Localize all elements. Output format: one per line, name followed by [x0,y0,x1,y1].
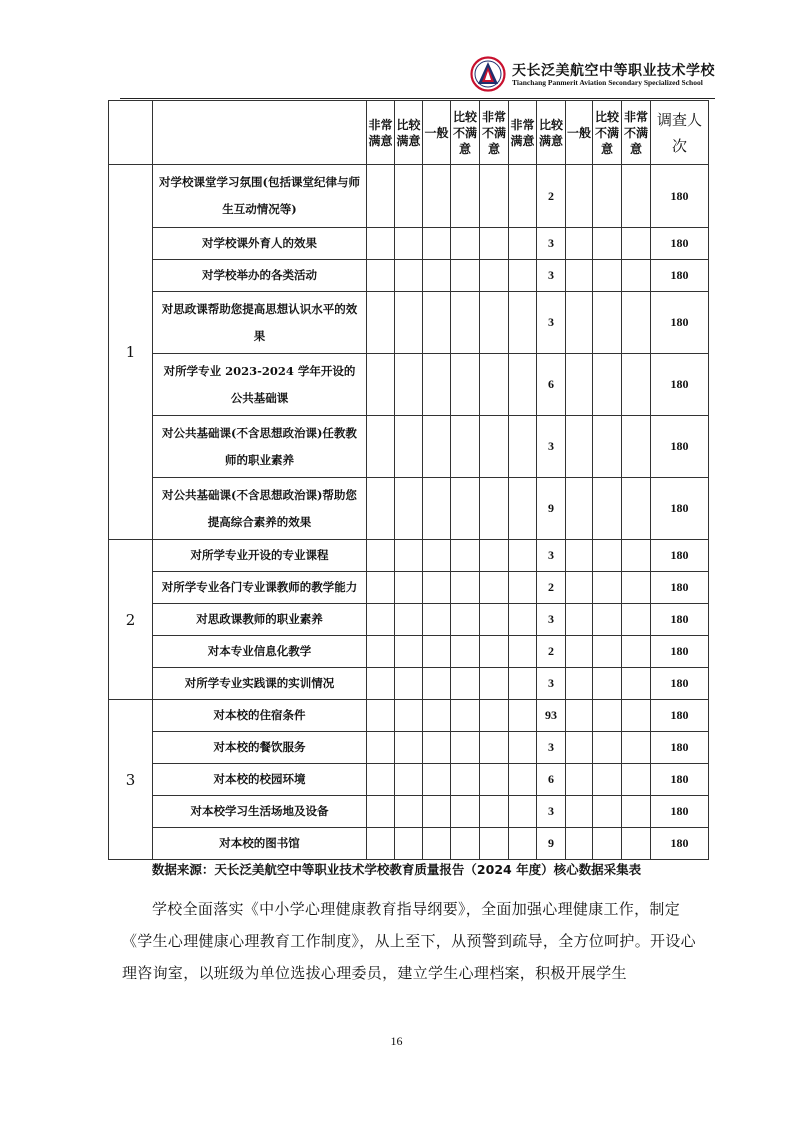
category-number: 2 [109,540,153,700]
header-cell: 比较满意 [395,101,423,165]
rating-value: 6 [537,354,566,416]
survey-count: 180 [651,354,709,416]
rating-cell-empty [451,700,480,732]
page-header [120,54,715,99]
survey-count: 180 [651,478,709,540]
rating-cell-empty [395,732,423,764]
rating-cell-empty [509,354,537,416]
rating-cell-empty [367,292,395,354]
survey-count: 180 [651,416,709,478]
item-label: 对本校的图书馆 [153,828,367,860]
item-label: 对思政课帮助您提高思想认识水平的效果 [153,292,367,354]
rating-cell-empty [395,260,423,292]
rating-value: 3 [537,732,566,764]
item-label: 对公共基础课(不含思想政治课)任教教师的职业素养 [153,416,367,478]
header-blank-category [109,101,153,165]
rating-cell-empty [566,572,593,604]
table-row [109,540,709,572]
rating-cell-empty [480,828,509,860]
rating-cell-empty [480,636,509,668]
rating-cell-empty [622,260,651,292]
rating-value: 2 [537,165,566,228]
rating-cell-empty [509,636,537,668]
rating-cell-empty [480,354,509,416]
survey-count: 180 [651,165,709,228]
table-row [109,732,709,764]
rating-cell-empty [367,700,395,732]
rating-cell-empty [480,260,509,292]
rating-cell-empty [395,636,423,668]
rating-cell-empty [593,260,622,292]
rating-cell-empty [395,165,423,228]
table-row [109,828,709,860]
rating-cell-empty [622,228,651,260]
rating-cell-empty [509,165,537,228]
survey-count: 180 [651,732,709,764]
rating-cell-empty [423,796,451,828]
rating-value: 3 [537,540,566,572]
rating-cell-empty [509,700,537,732]
survey-count: 180 [651,668,709,700]
rating-value: 9 [537,828,566,860]
rating-cell-empty [423,828,451,860]
item-label: 对本校的校园环境 [153,764,367,796]
rating-cell-empty [395,764,423,796]
rating-cell-empty [451,354,480,416]
rating-cell-empty [566,636,593,668]
rating-cell-empty [451,228,480,260]
rating-cell-empty [566,540,593,572]
rating-cell-empty [480,292,509,354]
rating-cell-empty [566,796,593,828]
rating-cell-empty [395,478,423,540]
rating-cell-empty [509,416,537,478]
rating-cell-empty [423,165,451,228]
school-logo-icon [470,56,506,92]
rating-cell-empty [367,228,395,260]
rating-cell-empty [367,540,395,572]
rating-cell-empty [622,165,651,228]
rating-cell-empty [451,828,480,860]
rating-cell-empty [509,732,537,764]
rating-cell-empty [423,604,451,636]
rating-cell-empty [451,796,480,828]
item-label: 对学校课外育人的效果 [153,228,367,260]
rating-value: 9 [537,478,566,540]
table-caption: 数据来源：天长泛美航空中等职业技术学校教育质量报告（2024 年度）核心数据采集表 [151,862,642,877]
rating-cell-empty [395,540,423,572]
table-row [109,764,709,796]
table-row [109,165,709,228]
rating-cell-empty [480,604,509,636]
rating-cell-empty [566,732,593,764]
rating-cell-empty [566,354,593,416]
rating-cell-empty [395,604,423,636]
rating-value: 2 [537,636,566,668]
rating-cell-empty [593,700,622,732]
rating-cell-empty [367,260,395,292]
header-cell: 非常不满意 [622,101,651,165]
satisfaction-table [108,100,709,860]
rating-cell-empty [395,572,423,604]
rating-cell-empty [509,796,537,828]
header-cell: 一般 [566,101,593,165]
rating-cell-empty [423,764,451,796]
rating-cell-empty [593,604,622,636]
rating-cell-empty [367,572,395,604]
rating-cell-empty [509,260,537,292]
survey-count: 180 [651,292,709,354]
rating-cell-empty [566,165,593,228]
rating-cell-empty [509,572,537,604]
rating-cell-empty [451,604,480,636]
category-number: 1 [109,165,153,540]
rating-cell-empty [423,292,451,354]
rating-cell-empty [593,572,622,604]
table-row [109,416,709,478]
rating-cell-empty [593,292,622,354]
rating-cell-empty [622,828,651,860]
rating-cell-empty [423,416,451,478]
header-cell: 比较满意 [537,101,566,165]
rating-cell-empty [566,260,593,292]
rating-cell-empty [423,732,451,764]
survey-count: 180 [651,572,709,604]
rating-cell-empty [622,354,651,416]
rating-cell-empty [622,604,651,636]
survey-count: 180 [651,700,709,732]
rating-cell-empty [367,354,395,416]
rating-cell-empty [451,540,480,572]
rating-cell-empty [509,764,537,796]
body-paragraph [122,893,696,989]
item-label: 对学校举办的各类活动 [153,260,367,292]
paragraph-text: 学校全面落实《中小学心理健康教育指导纲要》，全面加强心理健康工作，制定《学生心理健康心理教育工作制度》，从上至下，从预警到疏导，全方位呵护。开设心理咨询室，以班级为单位选拔心理委员，建立学生心理档案，积极开展学生 [122,900,696,982]
rating-cell-empty [566,700,593,732]
rating-cell-empty [367,732,395,764]
rating-cell-empty [395,796,423,828]
rating-cell-empty [423,540,451,572]
rating-cell-empty [451,636,480,668]
rating-cell-empty [451,668,480,700]
survey-count: 180 [651,228,709,260]
category-number: 3 [109,700,153,860]
rating-cell-empty [622,764,651,796]
rating-cell-empty [423,478,451,540]
table-row [109,228,709,260]
item-label: 对本专业信息化教学 [153,636,367,668]
rating-cell-empty [566,292,593,354]
rating-cell-empty [593,636,622,668]
item-label: 对学校课堂学习氛围(包括课堂纪律与师生互动情况等) [153,165,367,228]
table-row [109,572,709,604]
rating-cell-empty [480,540,509,572]
rating-cell-empty [566,478,593,540]
school-name-en: Tianchang Panmerit Aviation Secondary Specialized School [512,78,703,87]
rating-value: 3 [537,604,566,636]
rating-cell-empty [480,796,509,828]
rating-cell-empty [480,764,509,796]
rating-cell-empty [509,668,537,700]
rating-cell-empty [451,764,480,796]
survey-count: 180 [651,636,709,668]
rating-cell-empty [566,764,593,796]
table-row [109,260,709,292]
rating-value: 93 [537,700,566,732]
header-cell: 非常不满意 [480,101,509,165]
rating-cell-empty [566,668,593,700]
table-row [109,796,709,828]
rating-cell-empty [622,572,651,604]
rating-cell-empty [451,572,480,604]
header-cell: 一般 [423,101,451,165]
rating-cell-empty [566,604,593,636]
rating-cell-empty [451,292,480,354]
rating-cell-empty [480,228,509,260]
rating-cell-empty [480,572,509,604]
rating-cell-empty [566,228,593,260]
header-cell: 非常满意 [367,101,395,165]
rating-cell-empty [593,165,622,228]
item-label: 对公共基础课(不含思想政治课)帮助您提高综合素养的效果 [153,478,367,540]
rating-cell-empty [367,796,395,828]
rating-cell-empty [622,636,651,668]
item-label: 对所学专业 2023-2024 学年开设的公共基础课 [153,354,367,416]
rating-cell-empty [395,828,423,860]
rating-cell-empty [593,668,622,700]
table-row [109,668,709,700]
rating-cell-empty [480,165,509,228]
rating-value: 3 [537,228,566,260]
header-cell: 比较不满意 [451,101,480,165]
table-row [109,700,709,732]
rating-cell-empty [509,828,537,860]
rating-cell-empty [509,292,537,354]
rating-cell-empty [423,228,451,260]
table-body [109,101,709,860]
header-survey-count: 调查人次 [651,101,709,165]
rating-cell-empty [367,604,395,636]
rating-cell-empty [593,828,622,860]
school-name-cn: 天长泛美航空中等职业技术学校 [512,63,715,79]
survey-count: 180 [651,260,709,292]
rating-cell-empty [509,604,537,636]
rating-cell-empty [451,478,480,540]
rating-value: 3 [537,668,566,700]
rating-cell-empty [593,354,622,416]
rating-cell-empty [593,796,622,828]
survey-count: 180 [651,828,709,860]
page-number: 16 [390,1034,403,1048]
rating-cell-empty [423,354,451,416]
rating-value: 3 [537,260,566,292]
survey-count: 180 [651,796,709,828]
rating-cell-empty [480,732,509,764]
rating-cell-empty [593,732,622,764]
item-label: 对所学专业各门专业课教师的教学能力 [153,572,367,604]
item-label: 对本校的住宿条件 [153,700,367,732]
rating-cell-empty [395,416,423,478]
rating-cell-empty [622,416,651,478]
header-cell: 非常满意 [509,101,537,165]
rating-cell-empty [395,292,423,354]
rating-cell-empty [622,478,651,540]
item-label: 对本校学习生活场地及设备 [153,796,367,828]
rating-cell-empty [395,228,423,260]
rating-cell-empty [451,416,480,478]
rating-cell-empty [423,700,451,732]
rating-cell-empty [622,292,651,354]
rating-cell-empty [395,668,423,700]
rating-cell-empty [593,540,622,572]
rating-cell-empty [509,478,537,540]
rating-value: 2 [537,572,566,604]
rating-cell-empty [367,165,395,228]
table-row [109,478,709,540]
survey-count: 180 [651,604,709,636]
rating-cell-empty [593,228,622,260]
table-header-row [109,101,709,165]
rating-value: 3 [537,292,566,354]
rating-cell-empty [480,478,509,540]
rating-cell-empty [622,732,651,764]
rating-cell-empty [622,700,651,732]
rating-cell-empty [480,416,509,478]
rating-cell-empty [451,165,480,228]
rating-cell-empty [367,668,395,700]
rating-cell-empty [423,668,451,700]
item-label: 对所学专业开设的专业课程 [153,540,367,572]
table-row [109,604,709,636]
rating-cell-empty [367,828,395,860]
item-label: 对所学专业实践课的实训情况 [153,668,367,700]
rating-cell-empty [395,700,423,732]
rating-cell-empty [593,478,622,540]
rating-cell-empty [367,416,395,478]
survey-count: 180 [651,540,709,572]
rating-cell-empty [451,260,480,292]
rating-cell-empty [622,796,651,828]
table-row [109,636,709,668]
item-label: 对思政课教师的职业素养 [153,604,367,636]
rating-cell-empty [622,668,651,700]
rating-cell-empty [566,416,593,478]
rating-cell-empty [622,540,651,572]
rating-cell-empty [480,668,509,700]
rating-cell-empty [593,416,622,478]
survey-count: 180 [651,764,709,796]
header-blank-item [153,101,367,165]
rating-cell-empty [367,478,395,540]
rating-cell-empty [367,636,395,668]
rating-cell-empty [451,732,480,764]
rating-value: 3 [537,416,566,478]
rating-cell-empty [423,260,451,292]
rating-cell-empty [423,572,451,604]
rating-cell-empty [480,700,509,732]
rating-cell-empty [593,764,622,796]
rating-cell-empty [367,764,395,796]
header-cell: 比较不满意 [593,101,622,165]
table-row [109,292,709,354]
rating-cell-empty [566,828,593,860]
rating-cell-empty [509,540,537,572]
rating-cell-empty [423,636,451,668]
rating-value: 3 [537,796,566,828]
rating-cell-empty [395,354,423,416]
rating-cell-empty [509,228,537,260]
table-row [109,354,709,416]
item-label: 对本校的餐饮服务 [153,732,367,764]
rating-value: 6 [537,764,566,796]
